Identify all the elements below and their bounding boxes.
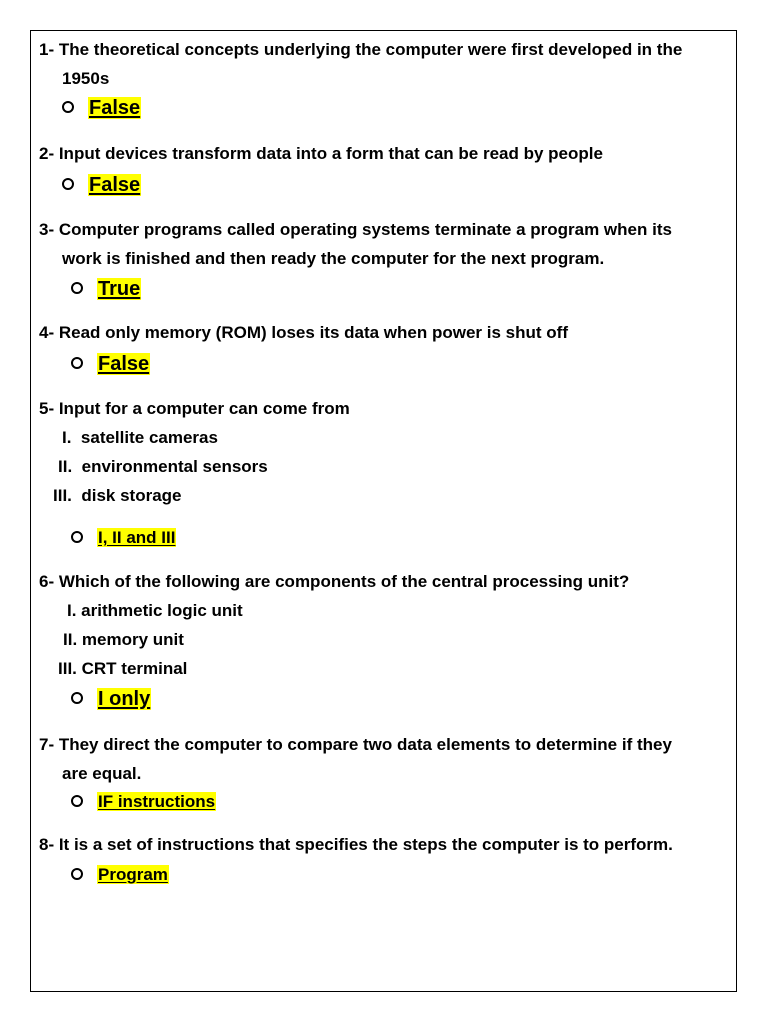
question-4-line-1: 4- Read only memory (ROM) loses its data when power is shut off <box>39 323 568 342</box>
answer-1 <box>62 93 141 123</box>
question-6-line-1: 6- Which of the following are components of the central processing unit? <box>39 572 630 591</box>
question-5-option-1 <box>62 423 218 452</box>
question-6-option-3 <box>58 654 187 683</box>
question-7-line-1: 7- They direct the computer to compare two data elements to determine if they <box>39 735 672 754</box>
hollow-bullet-icon <box>71 795 83 807</box>
question-4 <box>39 318 729 347</box>
option-numeral: II. <box>58 457 73 476</box>
option-text: environmental sensors <box>81 457 268 476</box>
question-5-option-3 <box>53 481 182 510</box>
answer-8-text: Program <box>98 865 168 884</box>
answer-7 <box>71 789 216 815</box>
question-1 <box>39 35 729 93</box>
question-2 <box>39 139 729 168</box>
option-text: satellite cameras <box>80 428 218 447</box>
option-numeral: I. <box>62 428 72 447</box>
answer-7-text: IF instructions <box>98 792 216 811</box>
answer-4-text: False <box>98 353 150 375</box>
answer-6-text: I only <box>98 688 151 710</box>
question-6-option-2 <box>63 625 184 654</box>
answer-8 <box>71 862 169 888</box>
question-3-line-1: 3- Computer programs called operating systems terminate a program when its <box>39 220 672 239</box>
option-text: III. CRT terminal <box>58 659 188 678</box>
question-5-option-2 <box>58 452 268 481</box>
answer-6 <box>71 684 151 714</box>
question-6-option-1 <box>67 596 243 625</box>
question-8-line-1: 8- It is a set of instructions that specifies the steps the computer is to perform. <box>39 835 673 854</box>
question-5-line-1: 5- Input for a computer can come from <box>39 399 350 418</box>
hollow-bullet-icon <box>71 282 83 294</box>
hollow-bullet-icon <box>62 101 74 113</box>
answer-5-text: I, II and III <box>98 528 176 547</box>
option-text: II. memory unit <box>63 630 184 649</box>
question-7-line-2: are equal. <box>62 764 142 783</box>
document-frame <box>30 30 737 992</box>
question-7 <box>39 730 729 788</box>
hollow-bullet-icon <box>71 531 83 543</box>
question-6 <box>39 567 729 596</box>
option-text: disk storage <box>81 486 182 505</box>
answer-2-text: False <box>89 174 141 196</box>
hollow-bullet-icon <box>62 178 74 190</box>
answer-2 <box>62 170 141 200</box>
question-1-line-2: 1950s <box>62 69 110 88</box>
hollow-bullet-icon <box>71 868 83 880</box>
question-2-line-1: 2- Input devices transform data into a form that can be read by people <box>39 144 603 163</box>
option-text: I. arithmetic logic unit <box>67 601 243 620</box>
question-3 <box>39 215 729 273</box>
question-3-line-2: work is finished and then ready the computer for the next program. <box>62 249 605 268</box>
answer-3-text: True <box>98 278 141 300</box>
option-numeral: III. <box>53 486 72 505</box>
hollow-bullet-icon <box>71 357 83 369</box>
question-8 <box>39 830 729 859</box>
hollow-bullet-icon <box>71 692 83 704</box>
answer-3 <box>71 274 141 304</box>
question-1-line-1: 1- The theoretical concepts underlying the computer were first developed in the <box>39 40 683 59</box>
answer-4 <box>71 349 150 379</box>
answer-5 <box>71 525 176 551</box>
question-5 <box>39 394 729 423</box>
answer-1-text: False <box>89 97 141 119</box>
